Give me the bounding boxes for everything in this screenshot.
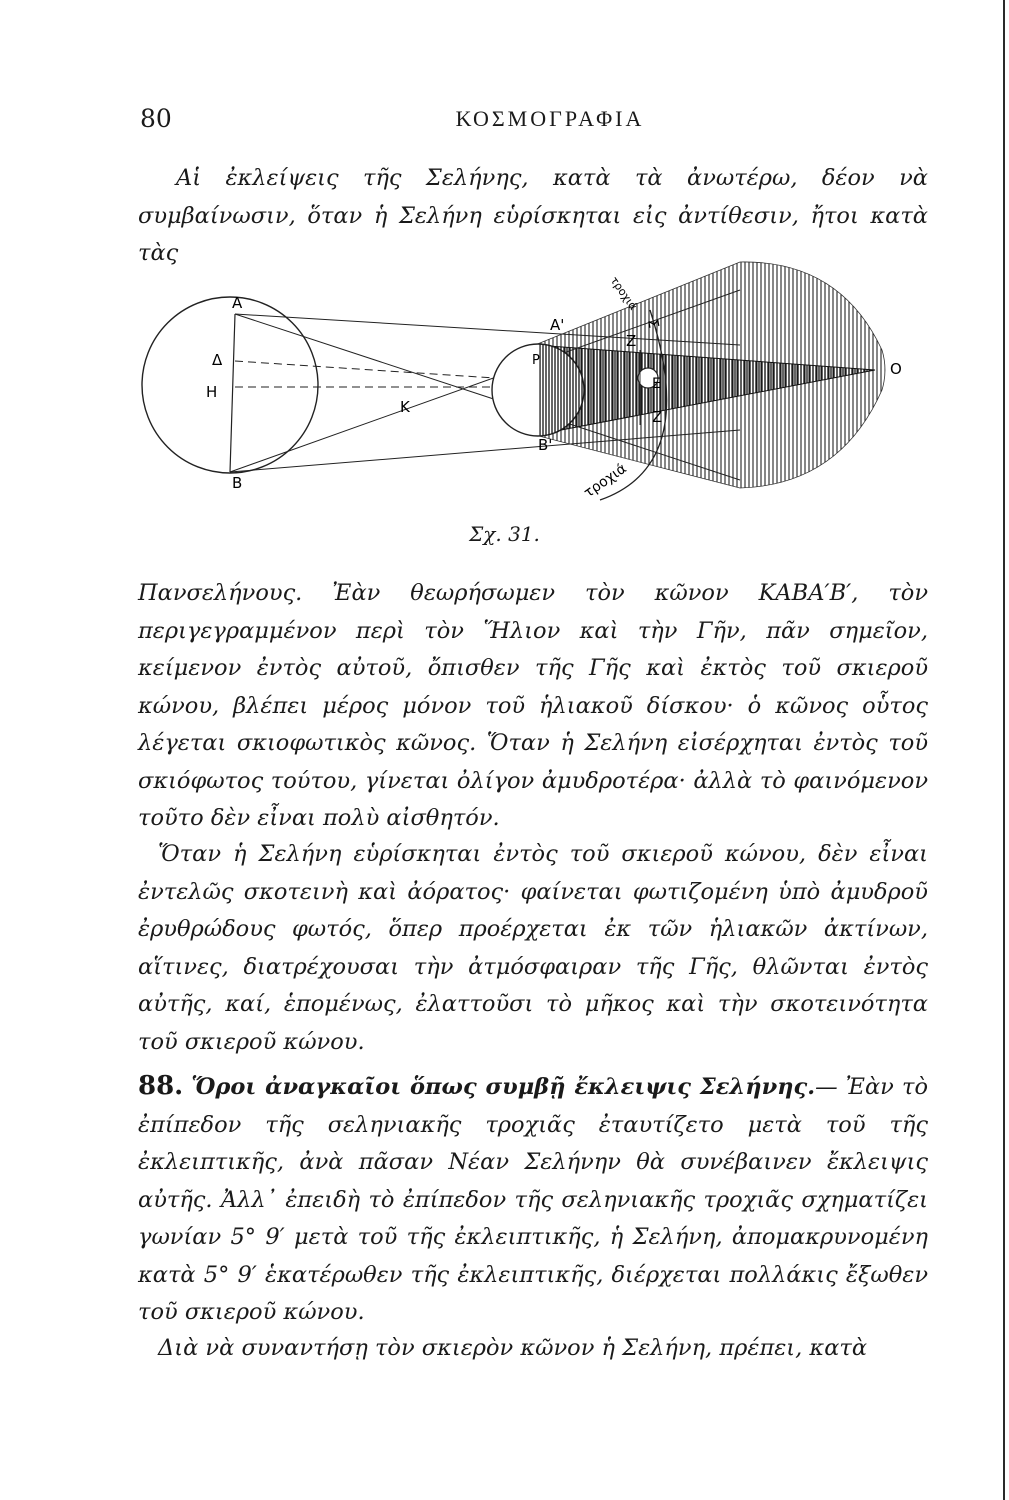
label-A: A bbox=[232, 294, 243, 312]
page-header bbox=[140, 104, 930, 144]
label-B-prime: B' bbox=[538, 436, 553, 454]
section-number: 88. bbox=[138, 1071, 184, 1101]
label-O: O bbox=[890, 360, 902, 378]
section-title: Ὅροι ἀναγκαῖοι ὅπως συμβῇ ἔκλειψις Σελήνης. bbox=[191, 1074, 816, 1100]
label-K: K bbox=[400, 398, 410, 416]
sun-circle bbox=[142, 297, 318, 473]
label-A-prime: A' bbox=[550, 316, 565, 334]
page-edge-line bbox=[1003, 0, 1005, 1500]
label-Z-bottom: Z bbox=[652, 408, 663, 426]
dashed-line-delta bbox=[235, 361, 525, 380]
section-body: — Ἐὰν τὸ ἐπίπεδον τῆς σεληνιακῆς τροχιᾶς ἐταυτίζετο μετὰ τοῦ τῆς ἐκλειπτικῆς, ἀνὰ πᾶσαν Νέαν Σελήνην θὰ συνέβαινεν ἔκλειψις αὐτῆς. Ἀλλ᾿ ἐπειδὴ τὸ ἐπίπεδον τῆς σεληνιακῆς τροχιᾶς σχηματίζει γωνίαν 5° 9′ μετὰ τοῦ τῆς ἐκλειπτικῆς, ἡ Σελήνη, ἀπομακρυνομένη κατὰ 5° 9′ ἑκατέρωθεν τῆς ἐκλειπτικῆς, διέρχεται πολλάκις ἔξωθεν τοῦ σκιεροῦ κώνου. bbox=[138, 1074, 928, 1325]
eclipse-diagram bbox=[140, 250, 920, 540]
label-Delta: Δ bbox=[212, 351, 223, 369]
section-88 bbox=[138, 1068, 928, 1332]
paragraph-1: Αἱ ἐκλείψεις τῆς Σελήνης, κατὰ τὰ ἀνωτέρω, δέον νὰ συμβαίνωσιν, ὅταν ἡ Σελήνη εὑρίσκηται εἰς ἀντίθεσιν, ἤτοι κατὰ τὰς bbox=[138, 165, 928, 266]
paragraph-2: Πανσελήνους. Ἐὰν θεωρήσωμεν τὸν κῶνον ΚΑΒΑ′Β′, τὸν περιγεγραμμένον περὶ τὸν Ἥλιον καὶ τὴν Γῆν, πᾶν σημεῖον, κείμενον ἐντὸς αὐτοῦ, ὄπισθεν τῆς Γῆς καὶ ἐκτὸς τοῦ σκιεροῦ κώνου, βλέπει μέρος μόνον τοῦ ἡλιακοῦ δίσκου· ὁ κῶνος οὗτος λέγεται σκιοφωτικὸς κῶνος. Ὅταν ἡ Σελήνη εἰσέρχηται ἐντὸς τοῦ σκιόφωτος τούτου, γίνεται ὀλίγον ἀμυδροτέρα· ἀλλὰ τὸ φαινόμενον τοῦτο δὲν εἶναι πολὺ αἰσθητόν. bbox=[138, 580, 928, 831]
label-Z-top: Z bbox=[626, 332, 637, 350]
label-Epsilon: Ε bbox=[652, 376, 661, 392]
page-number: 80 bbox=[140, 104, 172, 133]
label-P: P bbox=[532, 353, 540, 368]
paragraph-5: Διὰ νὰ συναντήσῃ τὸν σκιερὸν κῶνον ἡ Σελήνη, πρέπει, κατὰ bbox=[158, 1335, 868, 1361]
running-title: ΚΟΣΜΟΓΡΑΦΙΑ bbox=[455, 106, 645, 131]
sun-diameter bbox=[230, 314, 235, 472]
label-Sigma: Σ bbox=[644, 317, 662, 330]
paragraph-3: Ὅταν ἡ Σελήνη εὑρίσκηται ἐντὸς τοῦ σκιεροῦ κώνου, δὲν εἶναι ἐντελῶς σκοτεινὴ καὶ ἀόρατος· φαίνεται φωτιζομένη ὑπὸ ἀμυδροῦ ἐρυθρώδους φωτός, ὅπερ προέρχεται ἐκ τῶν ἡλιακῶν ἀκτίνων, αἵτινες, διατρέχουσαι τὴν ἀτμόσφαιραν τῆς Γῆς, θλῶνται ἐντὸς αὐτῆς, καί, ἑπομένως, ἐλαττοῦσι τὸ μῆκος καὶ τὴν σκοτεινότητα τοῦ σκιεροῦ κώνου. bbox=[138, 841, 928, 1055]
figure-caption: Σχ. 31. bbox=[469, 522, 540, 546]
label-trochia-bottom: τροχιά bbox=[581, 460, 630, 502]
label-trochia-top: τροχιά bbox=[607, 274, 640, 313]
eclipse-diagram-svg bbox=[140, 250, 920, 540]
label-H: H bbox=[206, 383, 218, 401]
label-B: B bbox=[232, 474, 243, 492]
